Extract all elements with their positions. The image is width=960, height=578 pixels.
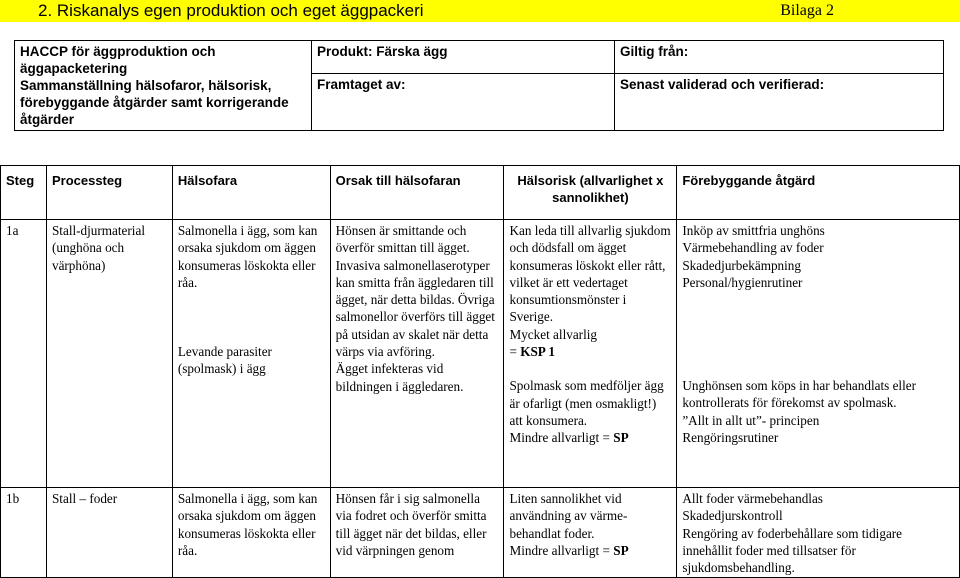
col-risk: Hälsorisk (allvarlighet x sannolikhet)	[504, 166, 677, 220]
plan-title: HACCP för äggproduktion och äggapacketering	[20, 44, 216, 76]
validated-cell: Senast validerad och verifierad:	[615, 74, 944, 131]
valid-from-cell: Giltig från:	[615, 41, 944, 74]
risk-cell	[504, 220, 677, 488]
produced-by-cell: Framtaget av:	[312, 74, 615, 131]
prevent-item: Personal/hygienrutiner	[682, 274, 803, 290]
table-row	[1, 488, 960, 578]
appendix-label: Bilaga 2	[780, 2, 834, 19]
prevent-item: Inköp av smittfria unghöns	[682, 223, 825, 238]
hazard-cell: Salmonella i ägg, som kan orsaka sjukdom om äggen konsumeras löskokta eller råa.	[172, 488, 330, 578]
prevent-item: Skadedjurskontroll	[682, 508, 783, 524]
col-hazard: Hälsofara	[172, 166, 330, 220]
step-cell: 1a	[1, 220, 47, 488]
hazard-cell	[172, 220, 330, 488]
product-cell: Produkt: Färska ägg	[312, 41, 615, 74]
document-title: 2. Riskanalys egen produktion och eget äggpackeri	[38, 1, 424, 20]
risk-level: Mycket allvarlig	[509, 326, 597, 342]
risk-text: Spolmask som medföljer ägg är ofarligt (men osmakligt!) att konsumera.	[509, 378, 664, 428]
risk-text: Liten sannolikhet vid användning av värme-behandlat foder.	[509, 491, 628, 541]
cause-cell	[330, 220, 504, 488]
prevent-item: Rengöring av foderbehållare som tidigare innehållit foder med tillsatser för sjukdomsbehandling.	[682, 525, 903, 576]
process-cell: Stall – foder	[46, 488, 172, 578]
hazard-text: Salmonella i ägg, som kan orsaka sjukdom om äggen konsumeras löskokta eller råa.	[177, 223, 318, 290]
col-process: Processteg	[46, 166, 172, 220]
prevent-cell	[677, 220, 960, 488]
risk-table	[0, 165, 960, 578]
prevent-item: ”Allt in allt ut”- principen	[682, 412, 820, 428]
prevent-item: Unghönsen som köps in har behandlats eller kontrollerats för förekomst av spolmask.	[682, 378, 916, 411]
header-row	[1, 166, 960, 220]
hazard-text: Levande parasiter (spolmask) i ägg	[177, 344, 272, 377]
col-cause: Orsak till hälsofaran	[330, 166, 504, 220]
cause-cell: Hönsen får i sig salmonella via fodret och överför smitta till ägget när det bildas, eller vid värpningen genom	[330, 488, 504, 578]
prevent-item: Värmebehandling av foder	[682, 240, 824, 256]
plan-subtitle: Sammanställning hälsofaror, hälsorisk, förebyggande åtgärder samt korrigerande åtgärder	[20, 78, 289, 127]
risk-cell	[504, 488, 677, 578]
plan-cell	[15, 41, 312, 131]
risk-classification: Mindre allvarligt = SP	[509, 430, 629, 446]
cause-text: Ägget infekteras vid bildningen i äggledaren.	[335, 361, 464, 394]
info-table	[14, 40, 944, 131]
cause-text: Hönsen är smittande och överför smittan till ägget. Invasiva salmonellaserotyper kan smitta från äggledaren till ägget, när detta bildas. Övriga salmonellor överförs till ägget på utsidan av skalet när detta värps via avföring.	[335, 223, 495, 360]
prevent-item: Skadedjurbekämpning	[682, 257, 801, 273]
prevent-item: Rengöringsrutiner	[682, 430, 779, 446]
process-cell: Stall-djurmaterial (unghöna och värphöna)	[46, 220, 172, 488]
step-cell: 1b	[1, 488, 47, 578]
prevent-cell	[677, 488, 960, 578]
table-row	[1, 220, 960, 488]
prevent-item: Allt foder värmebehandlas	[682, 491, 823, 506]
risk-classification: Mindre allvarligt = SP	[509, 542, 629, 558]
title-bar	[0, 0, 960, 22]
col-step: Steg	[1, 166, 47, 220]
risk-text: Kan leda till allvarlig sjukdom och dödsfall om ägget konsumeras löskokt eller rått, vilket är ett vedertaget konsumtionsmönster i Sverige.	[509, 223, 671, 325]
risk-classification: = KSP 1	[509, 344, 556, 360]
col-prevent: Förebyggande åtgärd	[677, 166, 960, 220]
